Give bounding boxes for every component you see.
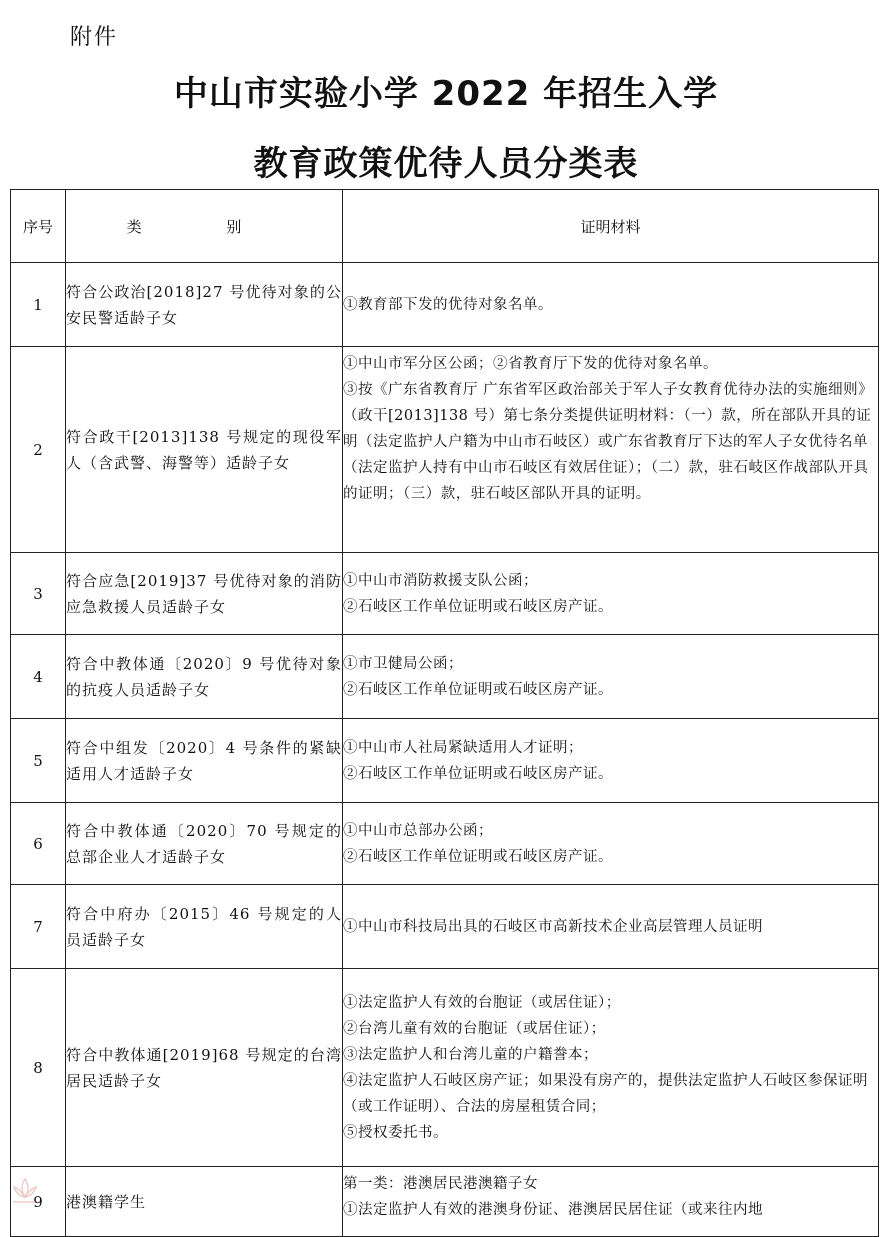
page-title-line-1: 中山市实验小学 2022 年招生入学 (173, 74, 719, 114)
row-category: 符合中教体通[2019]68 号规定的台湾居民适龄子女 (66, 969, 343, 1167)
material-item: ①中山市军分区公函；②省教育厅下发的优待对象名单。 (343, 356, 718, 372)
material-item: ①教育部下发的优待对象名单。 (343, 296, 553, 313)
row-number: 1 (11, 263, 66, 347)
material-item: ②台湾儿童有效的台胞证（或居住证）； (343, 1020, 606, 1037)
lotus-watermark-icon (10, 1175, 40, 1207)
row-materials (343, 803, 879, 885)
row-number: 7 (11, 885, 66, 969)
row-category: 符合中教体通〔2020〕70 号规定的总部企业人才适龄子女 (66, 803, 343, 885)
row-number: 5 (11, 719, 66, 803)
table-header-row (11, 190, 879, 263)
material-item: ②石岐区工作单位证明或石岐区房产证。 (343, 848, 613, 865)
row-materials (343, 1167, 879, 1237)
table-row (11, 347, 879, 553)
table-row (11, 719, 879, 803)
table-row (11, 553, 879, 635)
row-materials (343, 635, 879, 719)
header-no: 序号 (11, 190, 66, 263)
row-category: 符合公政治[2018]27 号优待对象的公安民警适龄子女 (66, 263, 343, 347)
material-item: ①中山市消防救援支队公函； (343, 572, 538, 589)
material-item: ①中山市科技局出具的石岐区市高新技术企业高层管理人员证明 (343, 918, 763, 935)
header-category: 类 别 (66, 190, 343, 263)
row-category: 符合中教体通〔2020〕9 号优待对象的抗疫人员适龄子女 (66, 635, 343, 719)
row-number: 4 (11, 635, 66, 719)
material-item: ①法定监护人有效的台胞证（或居住证）； (343, 994, 621, 1011)
row-materials (343, 969, 879, 1167)
page-title-line-2: 教育政策优待人员分类表 (253, 144, 639, 184)
row-category: 港澳籍学生 (66, 1167, 343, 1237)
row-category: 符合政干[2013]138 号规定的现役军人（含武警、海警等）适龄子女 (66, 347, 343, 553)
material-item: 第一类：港澳居民港澳籍子女 (343, 1176, 538, 1192)
material-item: ②石岐区工作单位证明或石岐区房产证。 (343, 681, 613, 698)
table-row (11, 1167, 879, 1237)
material-item: ①法定监护人有效的港澳身份证、港澳居民居住证（或来往内地 (343, 1202, 763, 1218)
table-row (11, 969, 879, 1167)
material-item: ③法定监护人和台湾儿童的户籍誊本； (343, 1046, 598, 1063)
material-item: ③按《广东省教育厅 广东省军区政治部关于军人子女教育优待办法的实施细则》（政干[2013]138 号）第七条分类提供证明材料：（一）款，所在部队开具的证明（法定监护人户籍为中山市石岐区）或广东省教育厅下达的军人子女优待名单（法定监护人持有中山市石岐区有效居住证）；（二）款，驻石岐区作战部队开具的证明；（三）款，驻石岐区部队开具的证明。 (343, 382, 874, 502)
row-materials (343, 347, 879, 553)
row-materials (343, 553, 879, 635)
header-materials: 证明材料 (343, 190, 879, 263)
row-category: 符合应急[2019]37 号优待对象的消防应急救援人员适龄子女 (66, 553, 343, 635)
row-materials (343, 885, 879, 969)
policy-classification-table (10, 189, 879, 1237)
material-item: ②石岐区工作单位证明或石岐区房产证。 (343, 765, 613, 782)
row-number: 2 (11, 347, 66, 553)
material-item: ④法定监护人石岐区房产证；如果没有房产的，提供法定监护人石岐区参保证明（或工作证明）、合法的房屋租赁合同； (343, 1072, 868, 1115)
table-row (11, 803, 879, 885)
row-number: 6 (11, 803, 66, 885)
row-category: 符合中府办〔2015〕46 号规定的人员适龄子女 (66, 885, 343, 969)
material-item: ⑤授权委托书。 (343, 1124, 448, 1141)
annex-label: 附件 (70, 25, 119, 50)
row-materials (343, 263, 879, 347)
row-category: 符合中组发〔2020〕4 号条件的紧缺适用人才适龄子女 (66, 719, 343, 803)
row-number: 3 (11, 553, 66, 635)
material-item: ①市卫健局公函； (343, 655, 463, 672)
material-item: ①中山市人社局紧缺适用人才证明； (343, 739, 583, 756)
row-number: 9 (11, 1167, 66, 1237)
material-item: ①中山市总部办公函； (343, 822, 493, 839)
table-row (11, 263, 879, 347)
material-item: ②石岐区工作单位证明或石岐区房产证。 (343, 598, 613, 615)
row-materials (343, 719, 879, 803)
table-row (11, 635, 879, 719)
row-number: 8 (11, 969, 66, 1167)
table-row (11, 885, 879, 969)
